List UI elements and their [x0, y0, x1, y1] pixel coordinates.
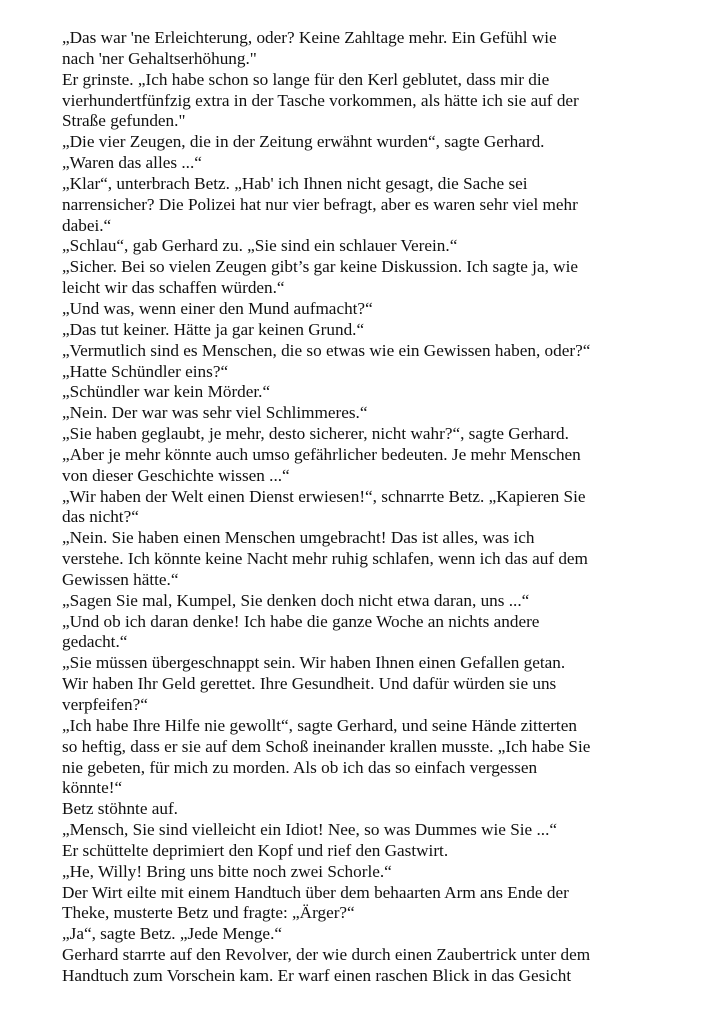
text-line: Handtuch zum Vorschein kam. Er warf einen raschen Blick in das Gesicht — [62, 965, 572, 985]
text-line: Er grinste. „Ich habe schon so lange für den Kerl geblutet, dass mir die — [62, 69, 550, 89]
text-line: so heftig, dass er sie auf dem Schoß ineinander krallen musste. „Ich habe Sie — [62, 736, 591, 756]
text-line: nach 'ner Gehaltserhöhung." — [62, 48, 257, 68]
text-line: Betz stöhnte auf. — [62, 799, 178, 819]
document-page — [62, 28, 662, 987]
text-line: Der Wirt eilte mit einem Handtuch über dem behaarten Arm ans Ende der — [62, 882, 569, 902]
text-line: „Waren das alles ...“ — [62, 153, 202, 173]
text-line: könnte!“ — [62, 778, 123, 798]
text-line: „Hatte Schündler eins?“ — [62, 361, 229, 381]
text-line: „Ich habe Ihre Hilfe nie gewollt“, sagte Gerhard, und seine Hände zitterten — [62, 715, 577, 735]
text-line: „Die vier Zeugen, die in der Zeitung erwähnt wurden“, sagte Gerhard. — [62, 132, 545, 152]
text-line: narrensicher? Die Polizei hat nur vier befragt, aber es waren sehr viel mehr — [62, 194, 578, 214]
text-line: „Nein. Sie haben einen Menschen umgebracht! Das ist alles, was ich — [62, 528, 535, 548]
text-line: „Das war 'ne Erleichterung, oder? Keine Zahltage mehr. Ein Gefühl wie — [62, 28, 557, 47]
text-line: dabei.“ — [62, 215, 112, 235]
text-line: Wir haben Ihr Geld gerettet. Ihre Gesundheit. Und dafür würden sie uns — [62, 674, 557, 694]
text-line: „Sie müssen übergeschnappt sein. Wir haben Ihnen einen Gefallen getan. — [62, 653, 566, 673]
text-line: „Wir haben der Welt einen Dienst erwiesen!“, schnarrte Betz. „Kapieren Sie — [62, 486, 586, 506]
text-line: „Das tut keiner. Hätte ja gar keinen Grund.“ — [62, 319, 365, 339]
text-line: „Mensch, Sie sind vielleicht ein Idiot! Nee, so was Dummes wie Sie ...“ — [62, 820, 557, 840]
text-line: „Klar“, unterbrach Betz. „Hab' ich Ihnen nicht gesagt, die Sache sei — [62, 173, 528, 193]
text-line: leicht wir das schaffen würden.“ — [62, 278, 285, 298]
text-line: „Schlau“, gab Gerhard zu. „Sie sind ein schlauer Verein.“ — [62, 236, 458, 256]
text-line: Straße gefunden." — [62, 111, 186, 131]
text-line: nie gebeten, für mich zu morden. Als ob ich das so einfach vergessen — [62, 757, 538, 777]
text-line: „Und was, wenn einer den Mund aufmacht?“ — [62, 298, 373, 318]
text-line: verpfeifen?“ — [62, 695, 148, 714]
text-line: Er schüttelte deprimiert den Kopf und rief den Gastwirt. — [62, 840, 449, 860]
text-line: „Nein. Der war was sehr viel Schlimmeres.“ — [62, 403, 368, 423]
text-line: „Und ob ich daran denke! Ich habe die ganze Woche an nichts andere — [62, 611, 540, 631]
text-line: „Vermutlich sind es Menschen, die so etwas wie ein Gewissen haben, oder?“ — [62, 340, 591, 360]
text-line: „Aber je mehr könnte auch umso gefährlicher bedeuten. Je mehr Menschen — [62, 444, 581, 464]
text-line: Gewissen hätte.“ — [62, 569, 179, 589]
text-line: Gerhard starrte auf den Revolver, der wie durch einen Zaubertrick unter dem — [62, 945, 591, 965]
text-line: verstehe. Ich könnte keine Nacht mehr ruhig schlafen, wenn ich das auf dem — [62, 549, 588, 569]
text-line: „He, Willy! Bring uns bitte noch zwei Schorle.“ — [62, 861, 392, 881]
text-line: „Sagen Sie mal, Kumpel, Sie denken doch nicht etwa daran, uns ...“ — [62, 590, 530, 610]
text-line: „Sicher. Bei so vielen Zeugen gibt’s gar keine Diskussion. Ich sagte ja, wie — [62, 257, 578, 277]
text-line: vierhundertfünfzig extra in der Tasche vorkommen, als hätte ich sie auf der — [62, 90, 579, 110]
text-line: „Sie haben geglaubt, je mehr, desto sicherer, nicht wahr?“, sagte Gerhard. — [62, 424, 569, 444]
text-line: Theke, musterte Betz und fragte: „Ärger?“ — [62, 903, 355, 923]
text-line: „Ja“, sagte Betz. „Jede Menge.“ — [62, 924, 282, 944]
text-line: das nicht?“ — [62, 507, 139, 527]
text-line: gedacht.“ — [62, 632, 128, 652]
text-line: von dieser Geschichte wissen ...“ — [62, 465, 290, 485]
text-line: „Schündler war kein Mörder.“ — [62, 382, 271, 402]
